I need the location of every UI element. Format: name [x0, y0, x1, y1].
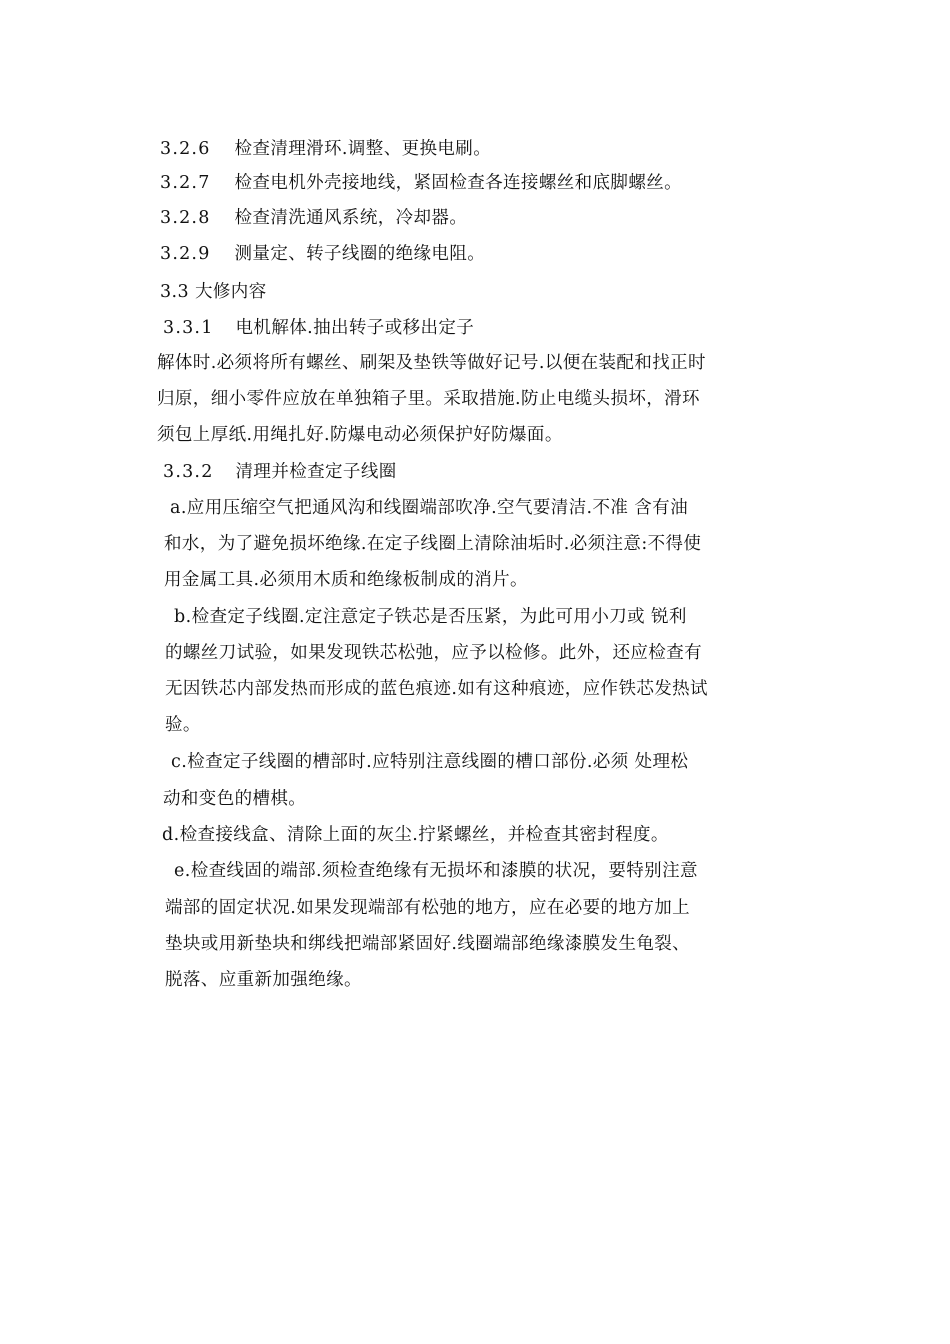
item-text: 检查清洗通风系统，冷却器。: [234, 208, 468, 228]
item-3-2-8: [160, 206, 467, 230]
item-3-2-9: [160, 242, 485, 266]
paragraph-d-line: d.检查接线盒、清除上面的灰尘.拧紧螺丝，并检查其密封程度。: [162, 825, 669, 845]
item-number: 3.2.7: [160, 173, 211, 193]
subsection-number: 3.3.1: [163, 318, 214, 338]
body-line: 归原，细小零件应放在单独箱子里。采取措施.防止电缆头损坏，滑环: [157, 389, 700, 409]
paragraph-b-line: 无因铁芯内部发热而形成的蓝色痕迹.如有这种痕迹，应作铁芯发热试: [165, 679, 708, 699]
item-number: 3.2.9: [160, 244, 211, 264]
item-3-2-7: [160, 171, 682, 195]
subsection-3-3-2: [163, 460, 397, 484]
item-3-2-6: [160, 137, 491, 161]
paragraph-c-line: 动和变色的槽棋。: [163, 789, 307, 809]
paragraph-e-line: 脱落、应重新加强绝缘。: [165, 970, 362, 990]
paragraph-b-line: 验。: [165, 715, 201, 735]
subsection-3-3-1: [163, 316, 474, 340]
item-number: 3.2.6: [160, 139, 211, 159]
paragraph-e-line: e.检查线固的端部.须检查绝缘有无损坏和漆膜的状况，要特别注意: [174, 861, 698, 881]
subsection-title: 电机解体.抽出转子或移出定子: [235, 318, 475, 338]
item-number: 3.2.8: [160, 208, 211, 228]
subsection-number: 3.3.2: [163, 462, 214, 482]
item-text: 检查清理滑环.调整、更换电刷。: [234, 139, 492, 159]
item-text: 测量定、转子线圈的绝缘电阻。: [234, 244, 486, 264]
body-line: 解体时.必须将所有螺丝、刷架及垫铁等做好记号.以便在装配和找正时: [157, 353, 706, 373]
paragraph-e-line: 垫块或用新垫块和绑线把端部紧固好.线圈端部绝缘漆膜发生龟裂、: [165, 934, 691, 954]
paragraph-b-line: b.检查定子线圈.定注意定子铁芯是否压紧，为此可用小刀或 锐利: [174, 607, 687, 627]
paragraph-b-line: 的螺丝刀试验，如果发现铁芯松弛，应予以检修。此外，还应检查有: [165, 643, 702, 663]
body-line: 须包上厚纸.用绳扎好.防爆电动必须保护好防爆面。: [157, 425, 563, 445]
section-heading: 3.3 大修内容: [160, 282, 267, 302]
paragraph-a-line: 和水，为了避免损坏绝缘.在定子线圈上清除油垢时.必须注意:不得使: [164, 534, 702, 554]
subsection-title: 清理并检查定子线圈: [235, 462, 397, 482]
paragraph-c-line: c.检查定子线圈的槽部时.应特别注意线圈的槽口部份.必须 处理松: [171, 752, 689, 772]
item-text: 检查电机外壳接地线，紧固检查各连接螺丝和底脚螺丝。: [234, 173, 683, 193]
paragraph-e-line: 端部的固定状况.如果发现端部有松弛的地方，应在必要的地方加上: [165, 898, 691, 918]
paragraph-a-line: a.应用压缩空气把通风沟和线圈端部吹净.空气要清洁.不准 含有油: [170, 498, 688, 518]
paragraph-a-line: 用金属工具.必须用木质和绝缘板制成的消片。: [164, 570, 528, 590]
